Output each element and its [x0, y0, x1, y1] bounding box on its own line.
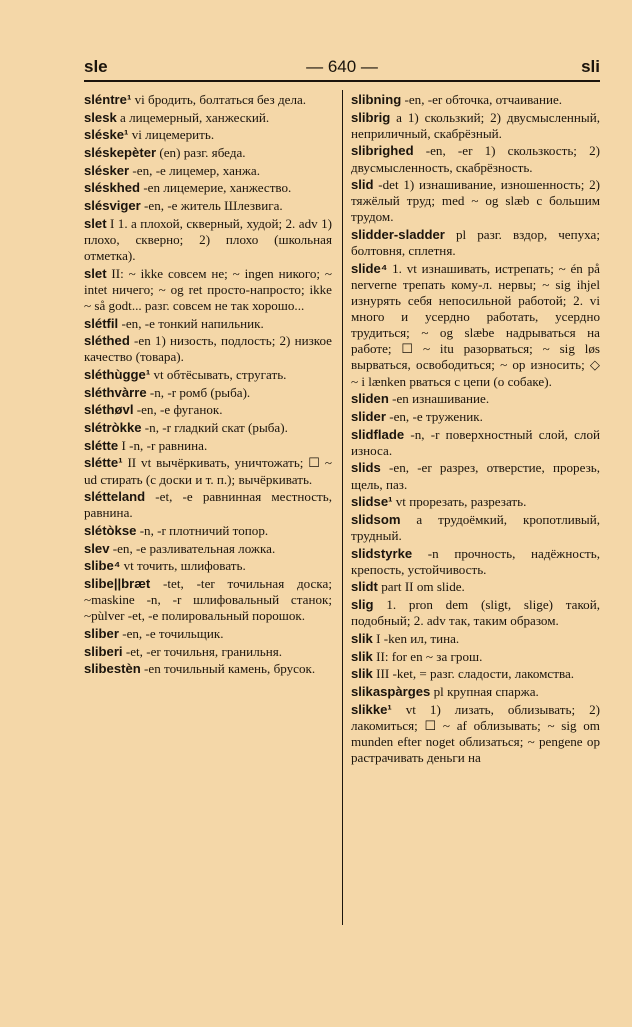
dictionary-entry [351, 92, 600, 108]
dictionary-entry [351, 261, 600, 390]
headword: sliber [84, 625, 119, 641]
definition: vt прорезать, разрезать. [392, 494, 527, 510]
header-right-guide-word: sli [581, 57, 600, 76]
definition: part II om slide. [377, 579, 465, 595]
headword: slide⁴ [351, 260, 388, 276]
definition: -en, -er разрез, отверстие, прорезь, щель, паз. [351, 460, 600, 492]
header-left-guide-word: sle [84, 57, 108, 76]
definition: -en 1) низость, подлость; 2) низкое качество (товара). [84, 333, 332, 365]
right-column [351, 92, 600, 768]
definition: -en, -e лицемер, ханжа. [129, 162, 261, 178]
definition: -tet, -ter точильная доска; ~maskine -n, -r шлифовальный станок; ~pùlver -et, -e полировальный порошок. [84, 576, 332, 624]
headword: slik [351, 666, 373, 682]
headword: slétfil [84, 315, 119, 331]
dictionary-entry [84, 198, 332, 214]
dictionary-entry [351, 409, 600, 425]
left-column [84, 92, 332, 679]
definition: vi бродить, болтаться без дела. [131, 92, 307, 107]
dictionary-entry [84, 541, 332, 557]
dictionary-entry [351, 597, 600, 629]
headword: slibrig [351, 109, 391, 125]
headword: slétteland [84, 489, 146, 505]
dictionary-entry [84, 145, 332, 161]
dictionary-entry [84, 127, 332, 143]
headword: slikke¹ [351, 701, 392, 717]
definition: -n прочность, надёжность, крепость, устойчивость. [351, 545, 600, 577]
dictionary-entry [351, 702, 600, 766]
headword: slétròkke [84, 420, 142, 436]
dictionary-entry [84, 644, 332, 660]
definition: (en) разг. ябеда. [156, 145, 246, 161]
definition: -n, -r ромб (рыба). [146, 384, 251, 400]
headword: slibning [351, 92, 402, 107]
dictionary-entry [84, 266, 332, 314]
definition: 1. pron dem (sligt, slige) такой, подобный; 2. adv так, таким образом. [351, 597, 600, 629]
dictionary-entry [84, 92, 332, 108]
definition: -et, -e равнинная местность, равнина. [84, 489, 332, 521]
definition: -en, -e тонкий напильник. [118, 315, 264, 331]
definition: a трудоёмкий, кропотливый, трудный. [351, 511, 600, 543]
dictionary-entry [84, 455, 332, 487]
definition: -n, -r гладкий скат (рыба). [141, 420, 288, 436]
definition: 1. vt изнашивать, истрепать; ~ én på nerverne трепать кому-л. нервы; ~ sig ihjel изнурять себя непосильной работой; 2. vi много и усердно работать, усердно трудиться; ~ og slæbe надрываться на работе; ☐ ~ itu разорваться; ~ sig løs вырваться, освободиться; ~ op износить; ◇ ~ i lænken рваться с цепи (о собаке). [351, 260, 600, 389]
headword: slidt [351, 579, 378, 595]
headword: slidsom [351, 511, 401, 527]
headword: slibe⁴ [84, 558, 121, 574]
dictionary-entry [351, 227, 600, 259]
definition: -en, -e разливательная ложка. [109, 540, 276, 556]
page-number: — 640 — [306, 57, 378, 76]
headword: sléthvàrre [84, 384, 147, 400]
definition: -en, -e точильщик. [118, 625, 224, 641]
definition: vt обтёсывать, стругать. [150, 367, 287, 383]
headword: slig [351, 597, 374, 613]
headword: slétte¹ [84, 455, 123, 471]
dictionary-entry [351, 546, 600, 578]
dictionary-entry [84, 438, 332, 454]
dictionary-entry [351, 427, 600, 459]
headword: sléntre¹ [84, 92, 132, 107]
dictionary-entry [84, 558, 332, 574]
definition: pl крупная спаржа. [430, 683, 539, 699]
definition: a 1) скользкий; 2) двусмысленный, неприличный, скабрёзный. [351, 109, 600, 141]
headword: slesk [84, 109, 117, 125]
headword: slidflade [351, 426, 405, 442]
definition: vt 1) лизать, облизывать; 2) лакомиться; ☐ ~ af облизывать; ~ sig om munden efter noget облизаться; ~ pengene op растрачивать деньги на [351, 701, 600, 765]
headword: slet [84, 215, 107, 231]
dictionary-entry [84, 216, 332, 264]
definition: II vt вычёркивать, уничтожать; ☐ ~ ud стирать (с доски и т. п.); вычёркивать. [84, 455, 332, 487]
headword: slev [84, 540, 110, 556]
definition: pl разг. вздор, чепуха; болтовня, сплетня. [351, 227, 600, 259]
headword: slibestèn [84, 661, 141, 677]
definition: a лицемерный, ханжеский. [116, 109, 270, 125]
definition: -en лицемерие, ханжество. [140, 180, 292, 196]
dictionary-entry [84, 385, 332, 401]
dictionary-entry [351, 512, 600, 544]
headword: slésviger [84, 198, 141, 214]
definition: -det 1) изнашивание, изношенность; 2) тяжёлый труд; med ~ og slæb с большим трудом. [351, 177, 600, 225]
headword: slésker [84, 162, 130, 178]
headword: sliberi [84, 643, 123, 659]
headword: sléthed [84, 333, 130, 349]
dictionary-entry [84, 367, 332, 383]
definition: -n, -r плотничий топор. [136, 523, 269, 539]
dictionary-entry [351, 110, 600, 142]
dictionary-entry [84, 402, 332, 418]
dictionary-entry [84, 626, 332, 642]
dictionary-entry [351, 631, 600, 647]
dictionary-entry [351, 666, 600, 682]
definition: III -ket, = разг. сладости, лакомства. [372, 666, 575, 682]
headword: slik [351, 630, 373, 646]
dictionary-entry [351, 579, 600, 595]
headword: sléske¹ [84, 127, 129, 143]
headword: slid [351, 177, 374, 193]
dictionary-entry [351, 143, 600, 175]
definition: vi лицемерить. [128, 127, 215, 143]
dictionary-entry [351, 494, 600, 510]
dictionary-entry [351, 649, 600, 665]
definition: -en изнашивание. [388, 391, 490, 407]
dictionary-entry [84, 163, 332, 179]
dictionary-entry [84, 180, 332, 196]
headword: slidstyrke [351, 545, 413, 561]
definition: -en, -e фуганок. [133, 402, 223, 418]
definition: -en точильный камень, брусок. [140, 661, 316, 677]
headword: slids [351, 460, 381, 476]
headword: slider [351, 408, 386, 424]
definition: II: for en ~ за грош. [372, 648, 483, 664]
definition: -en, -e житель Шлезвига. [140, 198, 283, 214]
dictionary-entry [84, 420, 332, 436]
headword: slibe||bræt [84, 576, 151, 592]
headword: slik [351, 648, 373, 664]
column-divider [342, 90, 343, 925]
headword: slétte [84, 437, 119, 453]
dictionary-entry [84, 110, 332, 126]
headword: sliden [351, 391, 389, 407]
headword: slétòkse [84, 523, 137, 539]
definition: vt точить, шлифовать. [120, 558, 246, 574]
definition: -en, -er 1) скользкость; 2) двусмысленность, скабрёзность. [351, 143, 600, 175]
page-header [84, 57, 600, 79]
dictionary-entry [84, 316, 332, 332]
dictionary-entry [351, 391, 600, 407]
dictionary-entry [84, 576, 332, 624]
dictionary-entry [84, 333, 332, 365]
headword: slet [84, 265, 107, 281]
headword: slidse¹ [351, 494, 393, 510]
definition: -en, -e труженик. [385, 408, 483, 424]
definition: I -ken ил, тина. [372, 630, 460, 646]
dictionary-entry [84, 661, 332, 677]
definition: I 1. a плохой, скверный, худой; 2. adv 1) плохо, скверно; 2) плохо (школьная отметка). [84, 215, 332, 263]
dictionary-entry [351, 177, 600, 225]
headword: sléthùgge¹ [84, 367, 151, 383]
headword: slibrighed [351, 143, 414, 159]
definition: II: ~ ikke совсем не; ~ ingen никого; ~ intet ничего; ~ og ret просто-напросто; ikke ~ så godt... разг. совсем не так хорошо... [84, 265, 332, 313]
headword: sléskepèter [84, 145, 157, 161]
definition: -n, -r поверхностный слой, слой износа. [351, 426, 600, 458]
headword: sléskhed [84, 180, 141, 196]
dictionary-entry [351, 684, 600, 700]
header-rule [84, 80, 600, 82]
definition: -en, -er обточка, отчаивание. [401, 92, 563, 107]
dictionary-entry [84, 523, 332, 539]
definition: -et, -er точильня, гранильня. [122, 643, 282, 659]
dictionary-entry [351, 460, 600, 492]
definition: I -n, -r равнина. [118, 437, 208, 453]
headword: slidder-sladder [351, 227, 445, 243]
dictionary-entry [84, 489, 332, 521]
headword: sléthøvl [84, 402, 134, 418]
headword: slikaspàrges [351, 683, 431, 699]
